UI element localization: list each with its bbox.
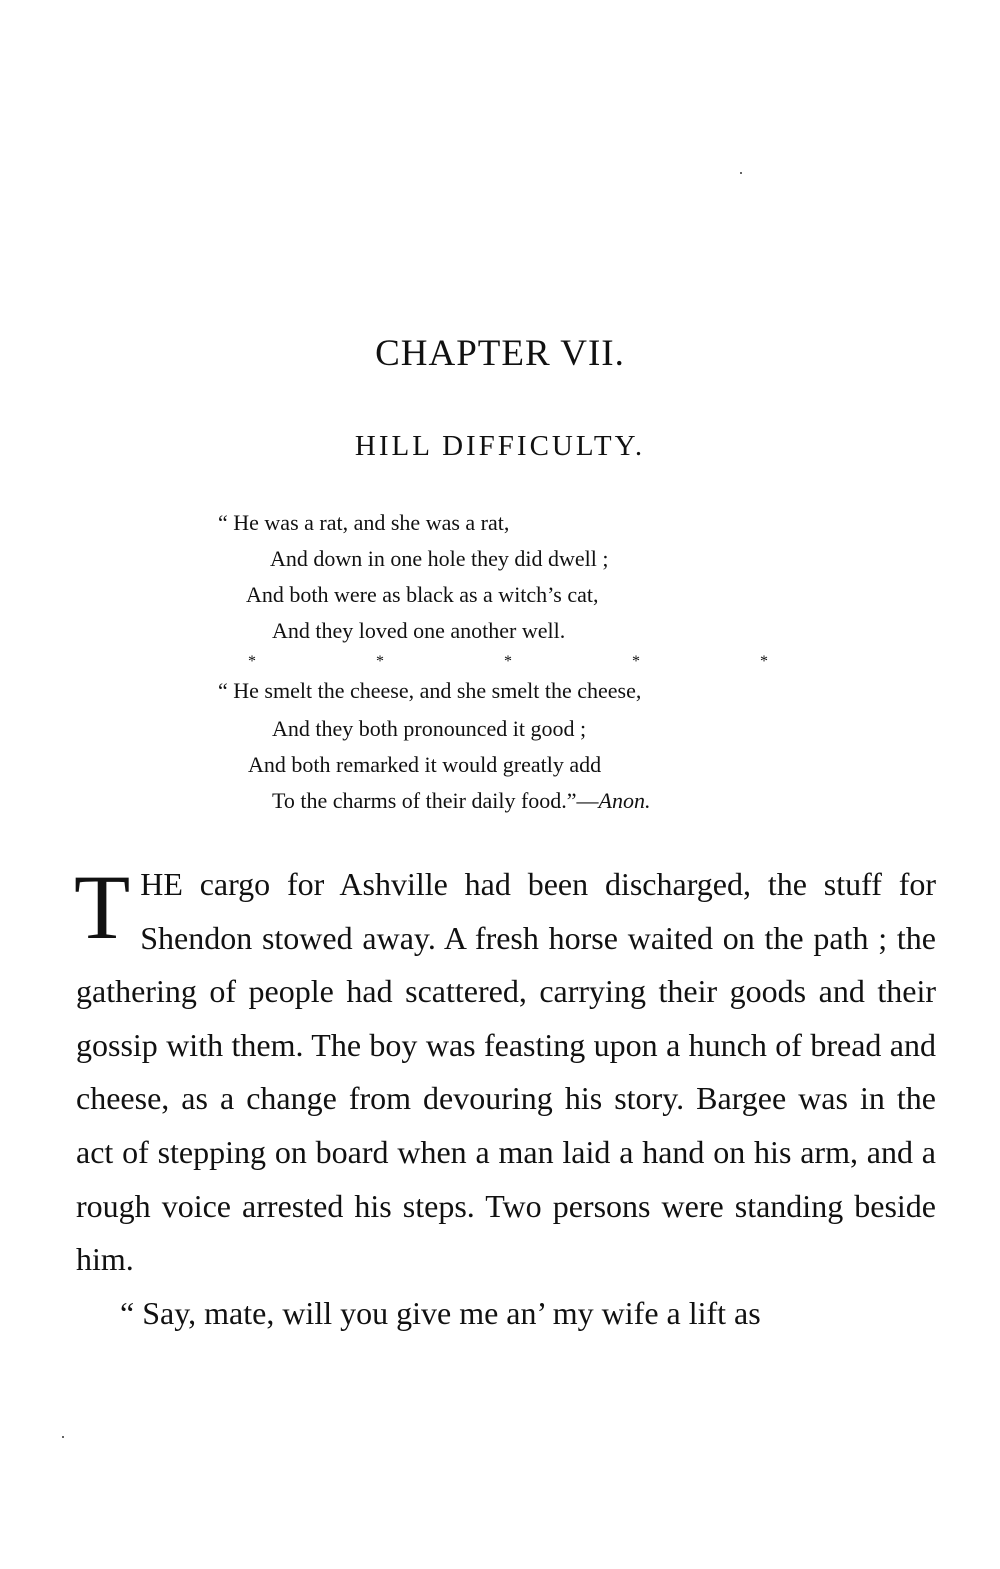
separator-star: * bbox=[248, 653, 256, 670]
epigraph-line: And down in one hole they did dwell ; bbox=[270, 546, 609, 571]
epigraph-attribution: Anon. bbox=[598, 788, 651, 813]
body-text bbox=[76, 858, 936, 1340]
epigraph-line: “ He was a rat, and she was a rat, bbox=[218, 510, 510, 535]
paragraph-text: “ Say, mate, will you give me an’ my wife a lift as bbox=[120, 1294, 761, 1331]
separator-star: * bbox=[760, 653, 768, 670]
print-speck bbox=[740, 172, 742, 174]
epigraph-line: And they loved one another well. bbox=[272, 618, 566, 643]
epigraph-line: “ He smelt the cheese, and she smelt the cheese, bbox=[218, 678, 642, 703]
separator-star: * bbox=[504, 653, 512, 670]
paragraph bbox=[76, 858, 936, 1287]
epigraph-separator bbox=[248, 653, 768, 671]
chapter-title: CHAPTER VII. bbox=[375, 333, 625, 374]
epigraph-line: And they both pronounced it good ; bbox=[272, 716, 587, 741]
epigraph-line: To the charms of their daily food.”— bbox=[272, 788, 599, 813]
epigraph-last-line bbox=[272, 788, 650, 814]
drop-cap: T bbox=[74, 856, 131, 958]
chapter-subtitle: HILL DIFFICULTY. bbox=[354, 430, 646, 462]
separator-star: * bbox=[632, 653, 640, 670]
separator-star: * bbox=[376, 653, 384, 670]
epigraph-line: And both remarked it would greatly add bbox=[248, 752, 602, 777]
paragraph-text: HE cargo for Ashville had been discharged, the stuff for Shendon stowed away. A fresh horse waited on the path ; the gathering of people had scattered, carrying their goods and their gossip with them. The boy was feasting upon a hunch of bread and cheese, as a change from devouring his story. Bargee was in the act of stepping on board when a man laid a hand on his arm, and a rough voice arrested his steps. Two persons were standing beside him. bbox=[76, 866, 936, 1278]
print-speck bbox=[62, 1436, 64, 1438]
epigraph-line: And both were as black as a witch’s cat, bbox=[246, 582, 599, 607]
paragraph bbox=[76, 1287, 936, 1341]
